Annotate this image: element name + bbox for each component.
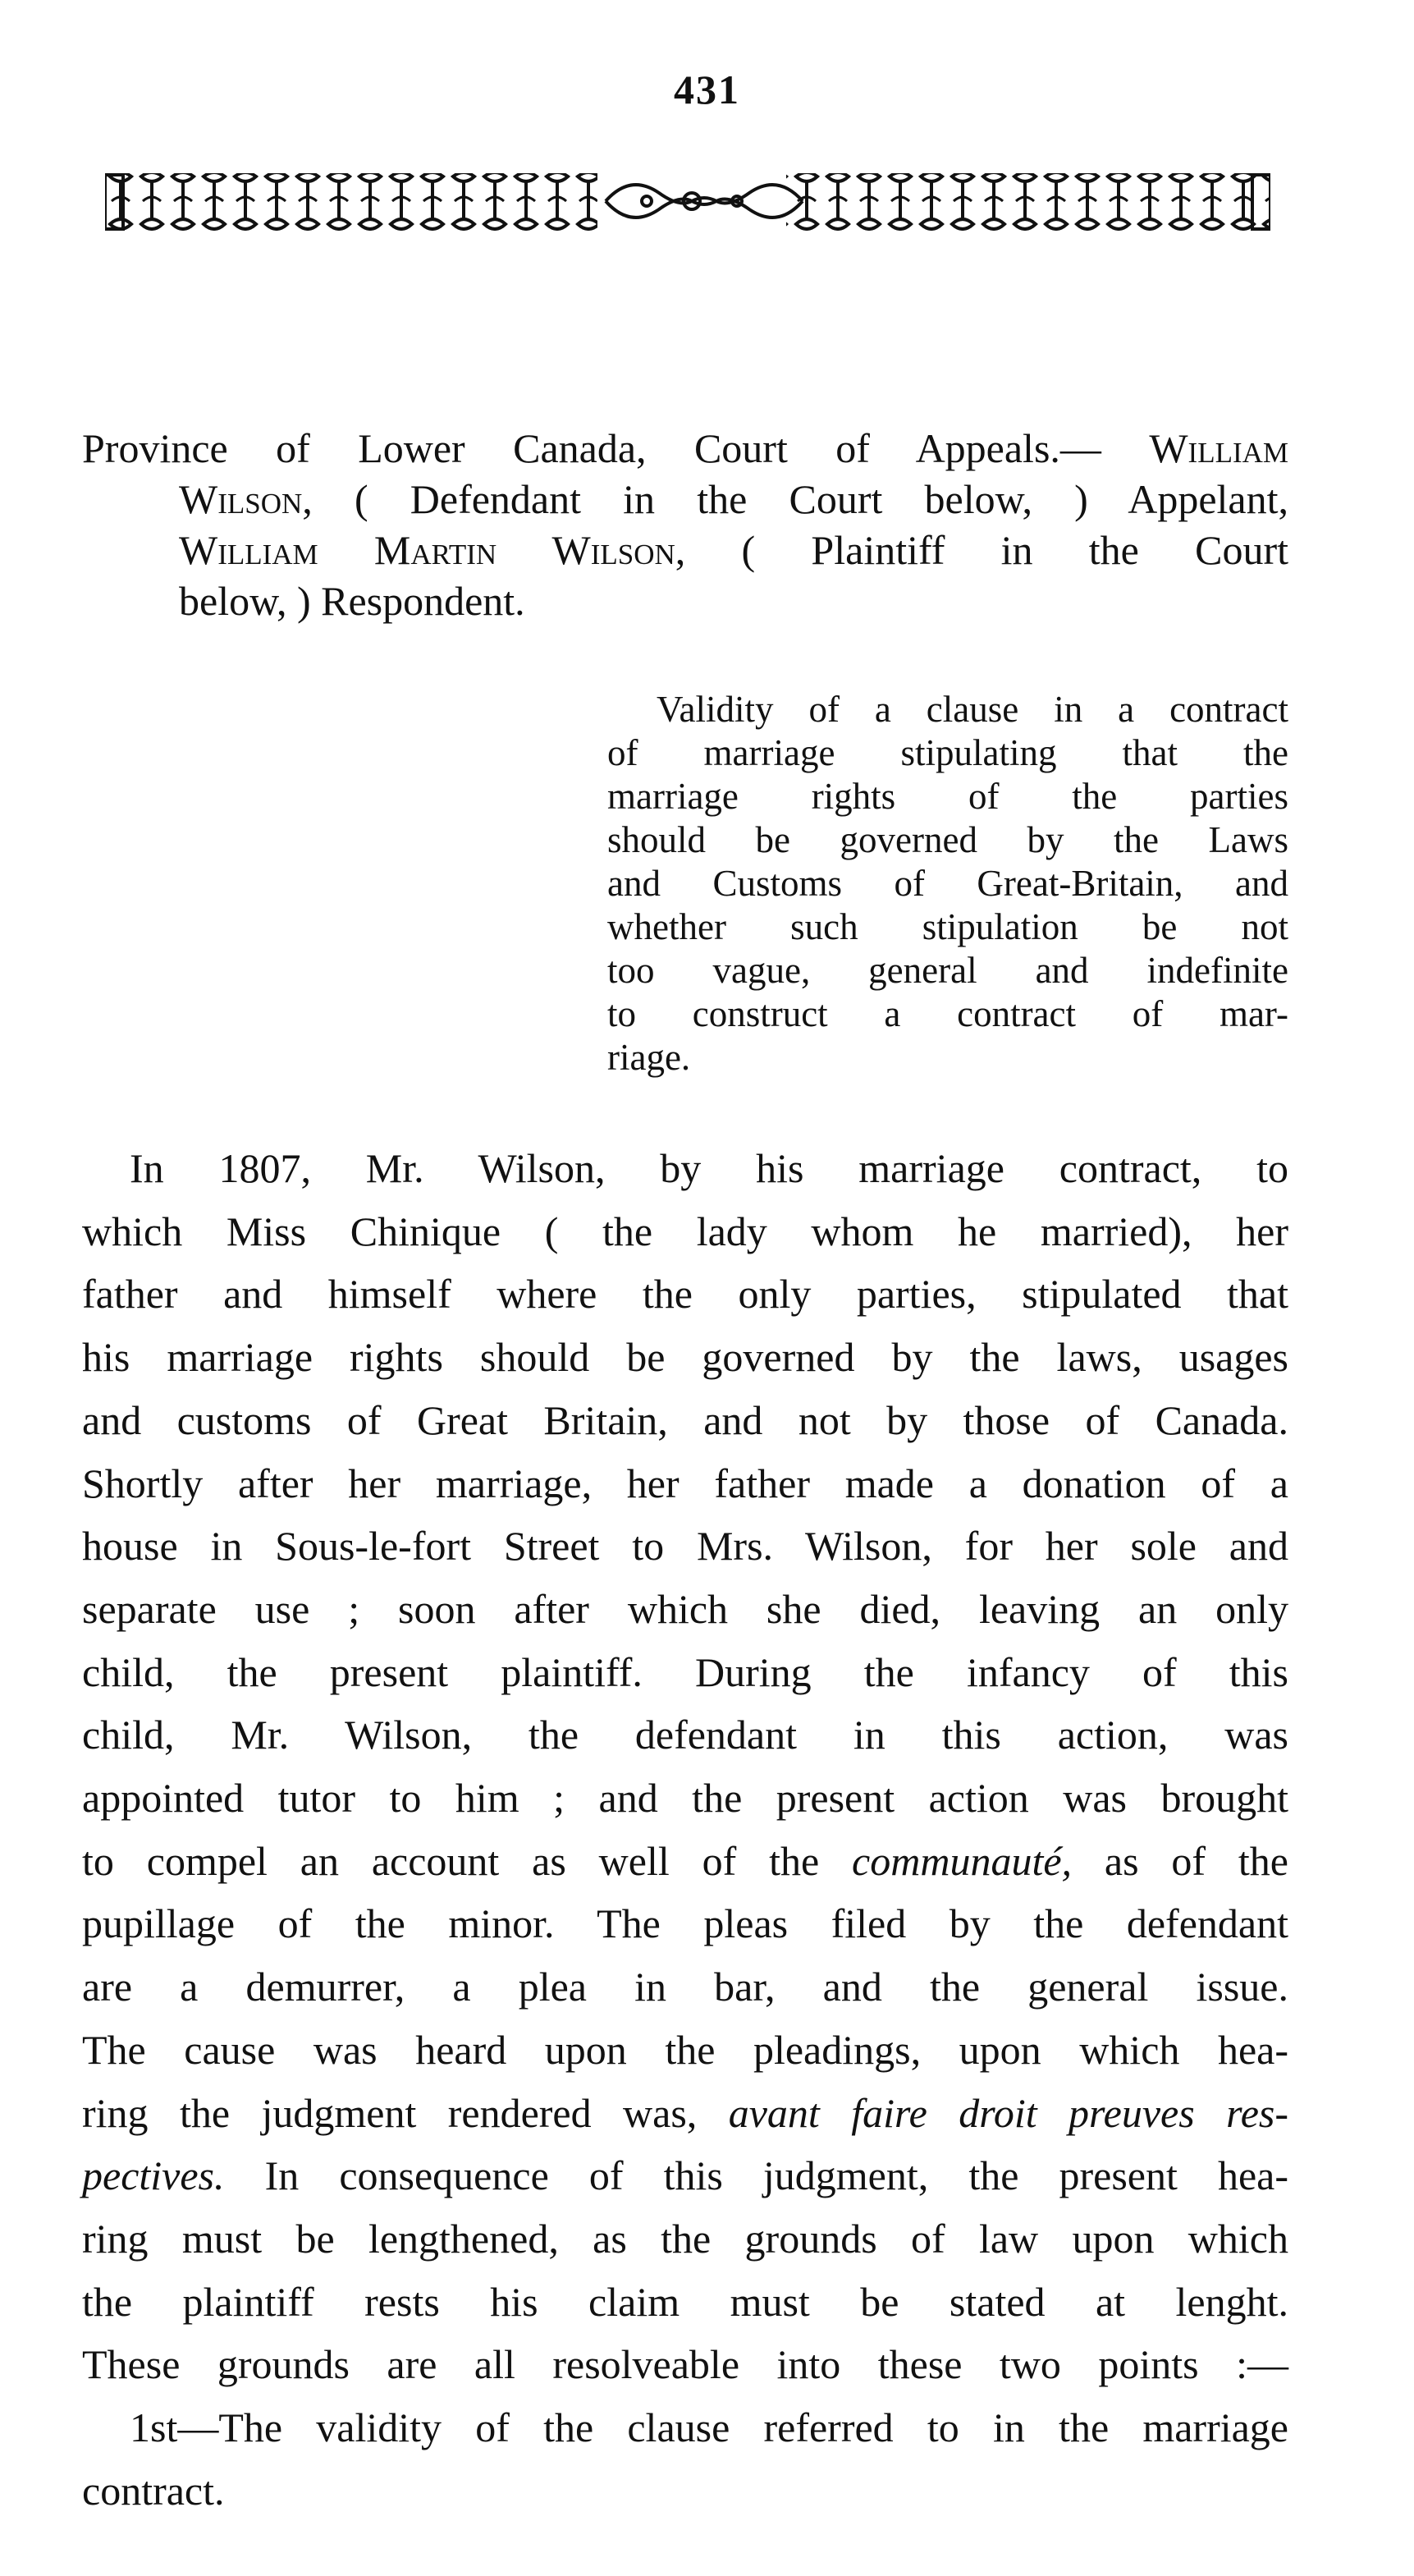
- body-line: Shortly after her marriage, her father made a donation of a: [82, 1460, 1288, 1506]
- case-summary: [607, 688, 1288, 1079]
- summary-line: and Customs of Great-Britain, and: [607, 863, 1288, 904]
- body-line: ring the judgment rendered was, avant faire droit preuves res-: [82, 2089, 1288, 2136]
- body-line: his marriage rights should be governed by the laws, usages: [82, 1334, 1288, 1381]
- body-line: which Miss Chinique ( the lady whom he married), her: [82, 1208, 1288, 1254]
- summary-line: should be governed by the Laws: [607, 819, 1288, 860]
- body-line: child, the present plaintiff. During the infancy of this: [82, 1648, 1288, 1695]
- body-line: to compel an account as well of the communauté, as of the: [82, 1837, 1289, 1884]
- italic-term: communauté,: [852, 1837, 1073, 1884]
- summary-line: of marriage stipulating that the: [607, 732, 1288, 773]
- italic-term: avant faire droit preuves res-: [728, 2089, 1288, 2136]
- body-line: pectives. In consequence of this judgment, the present hea-: [82, 2152, 1289, 2199]
- heading-line-2: Wilson, ( Defendant in the Court below, ) Appelant,: [179, 476, 1289, 522]
- heading-line-1: Province of Lower Canada, Court of Appeals.— William: [82, 425, 1289, 471]
- summary-line: Validity of a clause in a contract: [657, 689, 1288, 730]
- body-line: are a demurrer, a plea in bar, and the general issue.: [82, 1964, 1288, 2010]
- summary-line: riage.: [607, 1037, 691, 1078]
- heading-line-4: below, ) Respondent.: [179, 578, 525, 624]
- case-heading: [82, 423, 1288, 626]
- body-line: separate use ; soon after which she died, leaving an only: [82, 1585, 1288, 1632]
- body-text: [82, 1137, 1288, 2522]
- summary-line: too vague, general and indefinite: [607, 950, 1288, 991]
- body-line: contract.: [82, 2467, 225, 2514]
- body-line: and customs of Great Britain, and not by those of Canada.: [82, 1396, 1288, 1443]
- summary-line: whether such stipulation be not: [607, 906, 1288, 947]
- body-line: appointed tutor to him ; and the present action was brought: [82, 1775, 1288, 1822]
- body-line: These grounds are all resolveable into these two points :—: [82, 2341, 1288, 2388]
- body-line: ring must be lengthened, as the grounds of law upon which: [82, 2215, 1288, 2262]
- summary-line: to construct a contract of mar-: [607, 993, 1288, 1034]
- body-line: The cause was heard upon the pleadings, upon which hea-: [82, 2026, 1288, 2073]
- body-line: the plaintiff rests his claim must be stated at lenght.: [82, 2278, 1288, 2325]
- heading-line-3: William Martin Wilson, ( Plaintiff in the Court: [179, 527, 1288, 573]
- body-line: 1st—The validity of the clause referred to in the marriage: [130, 2404, 1288, 2451]
- page-number: 431: [674, 66, 740, 112]
- body-line: house in Sous-le-fort Street to Mrs. Wilson, for her sole and: [82, 1523, 1288, 1570]
- decorative-border-ornament: [105, 168, 1270, 234]
- body-line: father and himself where the only parties, stipulated that: [82, 1271, 1288, 1318]
- body-line: pupillage of the minor. The pleas filed by the defendant: [82, 1900, 1288, 1947]
- body-line: child, Mr. Wilson, the defendant in this action, was: [82, 1712, 1288, 1758]
- body-line: In 1807, Mr. Wilson, by his marriage contract, to: [130, 1145, 1288, 1191]
- italic-term: pectives.: [82, 2152, 225, 2199]
- summary-line: marriage rights of the parties: [607, 776, 1288, 817]
